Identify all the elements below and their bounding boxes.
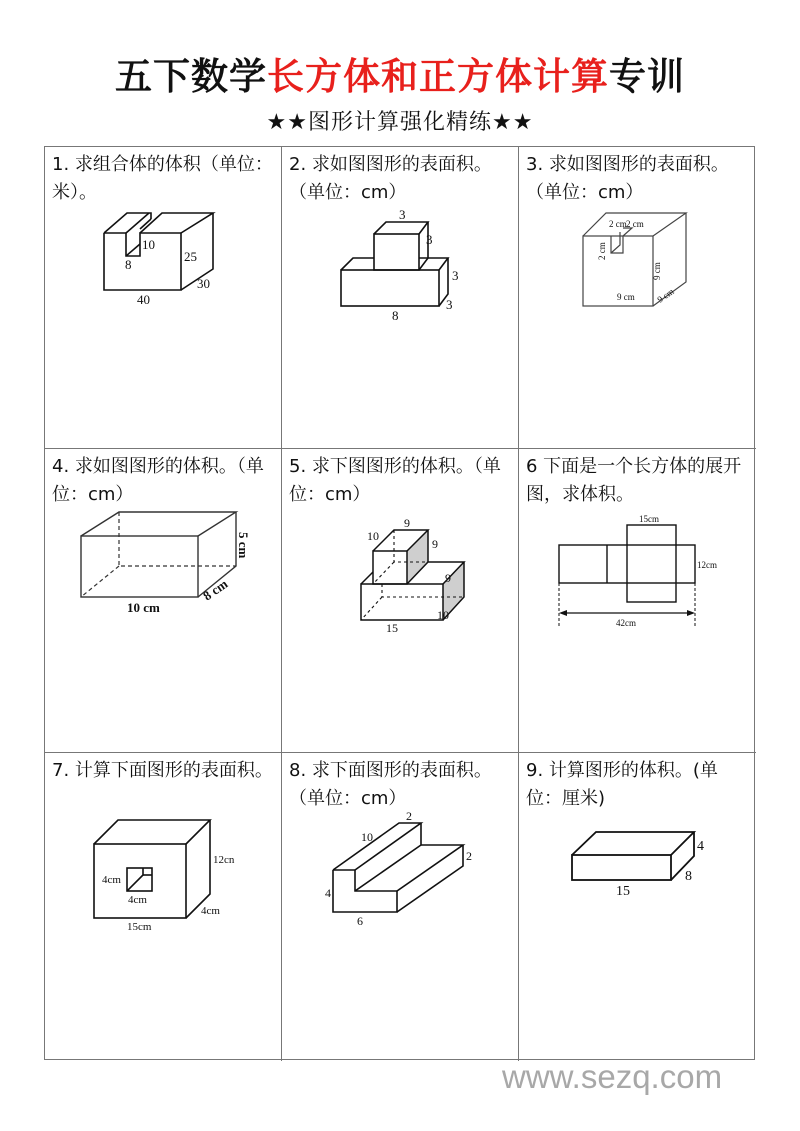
p3-label-depth: 9 cm [655,286,676,305]
p1-label-height: 25 [184,249,197,264]
p8-label-height: 4 [325,886,331,900]
p3-label-height: 9 cm [652,262,662,280]
problem-6-figure [519,449,756,753]
problem-5 [282,449,519,753]
p2-label-top-width: 3 [399,207,406,222]
p2-label-base-length: 8 [392,308,399,323]
p3-label-notch-a: 2 cm [609,219,627,229]
problem-4-text: 4. 求如图图形的体积。（单位：cm） [52,456,264,505]
problem-9 [519,753,756,1061]
problem-1-text: 1. 求组合体的体积（单位：米）。 [52,154,273,203]
p7-label-depth: 4cm [201,905,220,917]
problem-3-text: 3. 求如图图形的表面积。（单位：cm） [526,154,729,203]
p1-label-notch-width: 8 [125,257,132,272]
page-title [0,52,800,102]
title-suffix: 专训 [609,55,685,98]
title-prefix: 五下数学 [115,55,267,98]
problem-7 [45,753,282,1061]
p5-label-base-depth: 10 [437,608,449,622]
p3-label-notch-depth: 2 cm [597,242,607,260]
problem-7-figure [45,753,282,1061]
p9-label-depth: 8 [685,869,692,884]
p2-label-top-height: 3 [426,232,433,247]
problem-4 [45,449,282,753]
p5-label-top-width: 9 [404,516,410,530]
p8-label-width: 6 [357,914,363,928]
problem-5-text: 5. 求下图图形的体积。（单位：cm） [289,456,501,505]
p5-label-base-length: 15 [386,621,398,635]
p2-label-base-height: 3 [452,268,459,283]
problem-2-text: 2. 求如图图形的表面积。（单位：cm） [289,154,492,203]
problem-1 [45,147,282,449]
p7-label-hole-width: 4cm [128,894,147,906]
problem-9-figure [519,753,756,1061]
p2-label-base-depth: 3 [446,297,453,312]
problem-3-figure [519,147,756,449]
problem-5-figure [282,449,519,753]
p4-label-height: 5 cm [236,532,251,559]
p7-label-hole-height: 4cm [102,874,121,886]
watermark: www.sezq.com [502,1058,723,1095]
problem-7-text: 7. 计算下面图形的表面积。 [52,760,273,781]
p6-label-total: 42cm [616,618,636,628]
page-subtitle: ★★图形计算强化精练★★ [266,110,534,135]
p7-label-height: 12cn [213,854,235,866]
p8-label-top-width: 2 [406,809,412,823]
problem-6 [519,449,756,753]
p4-label-length: 10 cm [127,600,160,615]
p4-label-depth: 8 cm [200,576,231,604]
p1-label-length: 40 [137,292,150,307]
problem-8-text: 8. 求下面图形的表面积。（单位：cm） [289,760,492,809]
problem-6-text: 6 下面是一个长方体的展开图，求体积。 [526,456,742,505]
p1-label-notch-height: 10 [142,237,155,252]
p6-label-side: 12cm [697,560,717,570]
problem-grid [44,146,755,1060]
p6-label-top: 15cm [639,514,659,524]
p3-label-notch-b: 2 cm [626,219,644,229]
problem-4-figure [45,449,282,753]
p7-label-length: 15cm [127,921,152,933]
p9-label-length: 15 [616,884,630,899]
p5-label-top-height: 9 [432,537,438,551]
p9-label-height: 4 [697,839,704,854]
problem-1-figure [45,147,282,449]
p5-label-top-depth: 10 [367,529,379,543]
p8-label-length: 10 [361,830,373,844]
problem-2-figure [282,147,519,449]
problem-2 [282,147,519,449]
problem-8 [282,753,519,1061]
p5-label-base-height: 9 [445,571,451,585]
problem-3 [519,147,756,449]
p8-label-step-height: 2 [466,849,472,863]
problem-9-text: 9. 计算图形的体积。(单位：厘米) [526,760,718,809]
title-highlight: 长方体和正方体计算 [267,55,609,98]
problem-8-figure [282,753,519,1061]
p3-label-length: 9 cm [617,292,635,302]
p1-label-depth: 30 [197,276,210,291]
